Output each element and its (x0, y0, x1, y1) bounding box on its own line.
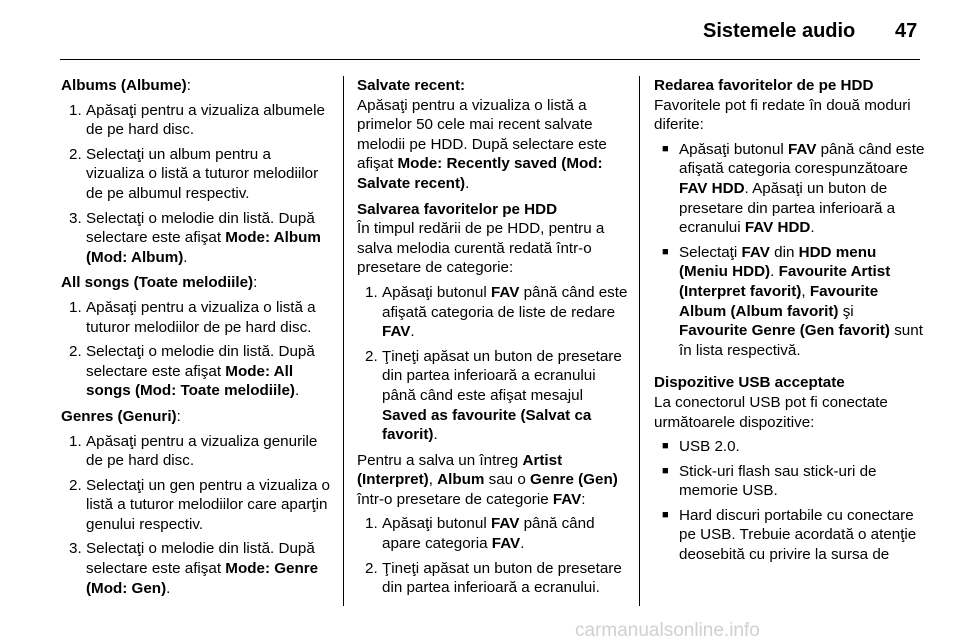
paragraph: În timpul redării de pe HDD, pentru a salva melodia curentă redată într-o presetare de categorie: (357, 220, 605, 277)
page-number: 47 (895, 20, 918, 42)
list-item: 2. Selectaţi un gen pentru a vizualiza o listă a tuturor melodiilor care aparţin genului respectiv. (69, 476, 331, 533)
column-divider (343, 76, 344, 606)
page-header (0, 0, 960, 60)
section-heading: Dispozitive USB acceptate (654, 374, 845, 392)
bullet-icon: ■ (662, 142, 669, 155)
section-heading: Salvarea favoritelor pe HDD (357, 200, 558, 218)
list-item: 2. Selectaţi o melodie din listă. După selectare este afişat Mode: All songs (Mod: Toate melodiile). (69, 343, 315, 400)
section-heading: All songs (Toate melodiile): (61, 274, 258, 292)
list-item: 1. Apăsaţi butonul FAV până când apare categoria FAV. (365, 515, 595, 553)
numbered-list (61, 101, 331, 268)
list-item: ■ USB 2.0. (662, 438, 740, 456)
list-item: 2. Ţineţi apăsat un buton de presetare din partea inferioară a ecranului. (365, 559, 622, 597)
list-item: ■ Apăsaţi butonul FAV până când este afişată categoria corespunzătoare FAV HDD. Apăsaţi un buton de presetare din partea inferioară a ecranului FAV HDD. (662, 140, 925, 237)
paragraph: Apăsaţi pentru a vizualiza o listă a primelor 50 cele mai recent salvate melodii pe HDD. După selectare este afişat Mode: Recently saved (Mod: Salvate recent). (357, 96, 607, 192)
numbered-list (61, 298, 331, 401)
list-item: 3. Selectaţi o melodie din listă. După selectare este afişat Mode: Album (Mod: Album). (69, 209, 321, 266)
numbered-list (357, 283, 629, 445)
watermark: carmanualsonline.info (575, 620, 760, 641)
list-item: ■ Stick-uri flash sau stick-uri de memorie USB. (662, 462, 877, 500)
section-heading: Albums (Albume): (61, 77, 191, 94)
list-item: 2. Selectaţi un album pentru a vizualiza o listă a tuturor melodiilor de pe albumul respectiv. (69, 145, 319, 202)
list-item: 1. Apăsaţi pentru a vizualiza o listă a tuturor melodiilor de pe hard disc. (69, 298, 316, 336)
list-item: 1. Apăsaţi pentru a vizualiza genurile de pe hard disc. (69, 432, 318, 470)
header-rule (60, 59, 920, 60)
bullet-icon: ■ (662, 440, 669, 453)
section-heading: Redarea favoritelor de pe HDD (654, 77, 874, 94)
paragraph: Pentru a salva un întreg Artist (Interpret), Album sau o Genre (Gen) într-o presetare de categorie FAV: (357, 451, 618, 508)
list-item: 2. Ţineţi apăsat un buton de presetare din partea inferioară a ecranului până când este afişat mesajul Saved as favourite (Salvat ca favorit). (365, 347, 622, 444)
header-title: Sistemele audio (703, 20, 856, 42)
bullet-icon: ■ (662, 245, 669, 258)
column-middle (357, 76, 629, 598)
list-item: 3. Selectaţi o melodie din listă. După selectare este afişat Mode: Genre (Mod: Gen). (69, 540, 319, 597)
bullet-icon: ■ (662, 464, 669, 477)
list-item: 1. Apăsaţi pentru a vizualiza albumele de pe hard disc. (69, 101, 325, 139)
paragraph: Favoritele pot fi redate în două moduri diferite: (654, 96, 911, 134)
bullet-icon: ■ (662, 508, 669, 521)
column-left (61, 76, 331, 598)
numbered-list (61, 432, 331, 599)
bullet-list (654, 140, 926, 361)
bullet-list (654, 437, 926, 565)
list-item: 1. Apăsaţi butonul FAV până când este afişată categoria de liste de redare FAV. (365, 283, 628, 341)
section-heading: Salvate recent: (357, 77, 466, 94)
column-right (654, 76, 926, 565)
list-item: ■ Selectaţi FAV din HDD menu (Meniu HDD). Favourite Artist (Interpret favorit), Favourite Album (Album favorit) şi Favourite Genre (Gen favorit) sunt în lista respectivă. (662, 243, 923, 359)
section-heading: Genres (Genuri): (61, 407, 181, 425)
paragraph: La conectorul USB pot fi conectate următoarele dispozitive: (654, 393, 888, 431)
column-divider (639, 76, 640, 606)
numbered-list (357, 514, 629, 597)
list-item: ■ Hard discuri portabile cu conectare pe USB. Trebuie acordată o atenţie deosebită cu privire la sursa de (662, 506, 917, 564)
